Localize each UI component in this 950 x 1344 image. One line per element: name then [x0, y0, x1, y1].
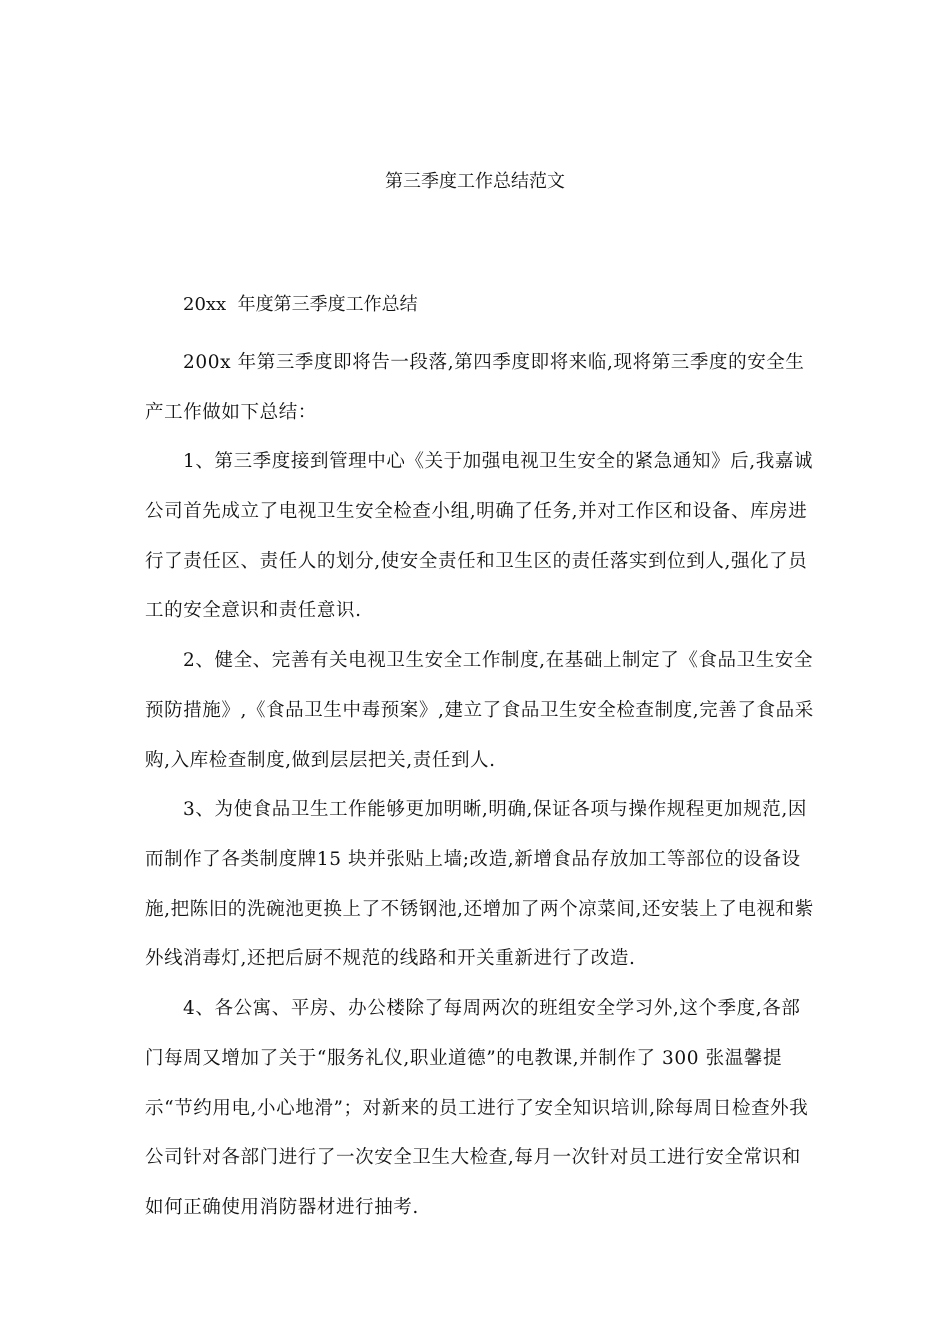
paragraph-text: 4、各公寓、平房、办公楼除了每周两次的班组安全学习外,这个季度,各部门每周又增加了关于“服务礼仪,职业道德”的电教课,并制作了 300 张温馨提示“节约用电,小心地滑”；对新来的员工进行了安全知识培训,除每周日检查外我公司针对各部门进行了一次安全卫生大检查,每月一次针对员工进行安全常识和如何正确使用消防器材进行抽考. — [145, 998, 809, 1219]
paragraph-item-3 — [145, 785, 815, 984]
paragraph-item-4 — [145, 984, 815, 1233]
paragraph-intro — [145, 338, 815, 438]
paragraph-item-1 — [145, 437, 815, 636]
document-title: 第三季度工作总结范文 — [385, 171, 565, 192]
paragraph-text: 2、健全、完善有关电视卫生安全工作制度,在基础上制定了《食品卫生安全预防措施》,《食品卫生中毒预案》,建立了食品卫生安全检查制度,完善了食品采购,入库检查制度,做到层层把关,责任到人. — [145, 650, 814, 771]
paragraph-text: 1、第三季度接到管理中心《关于加强电视卫生安全的紧急通知》后,我嘉诚公司首先成立了电视卫生安全检查小组,明确了任务,并对工作区和设备、库房进行了责任区、责任人的划分,使安全责任和卫生区的责任落实到位到人,强化了员工的安全意识和责任意识. — [145, 451, 814, 622]
paragraph-text: 200x 年第三季度即将告一段落,第四季度即将来临,现将第三季度的安全生产工作做如下总结： — [145, 352, 805, 423]
document-subtitle: 20xx 年度第三季度工作总结 — [183, 294, 418, 315]
paragraph-item-2 — [145, 636, 815, 785]
paragraph-text: 3、为使食品卫生工作能够更加明晰,明确,保证各项与操作规程更加规范,因而制作了各类制度牌15 块并张贴上墙;改造,新增食品存放加工等部位的设备设施,把陈旧的洗碗池更换上了不锈钢池,还增加了两个凉菜间,还安装上了电视和紫外线消毒灯,还把后厨不规范的线路和开关重新进行了改造. — [145, 799, 814, 970]
